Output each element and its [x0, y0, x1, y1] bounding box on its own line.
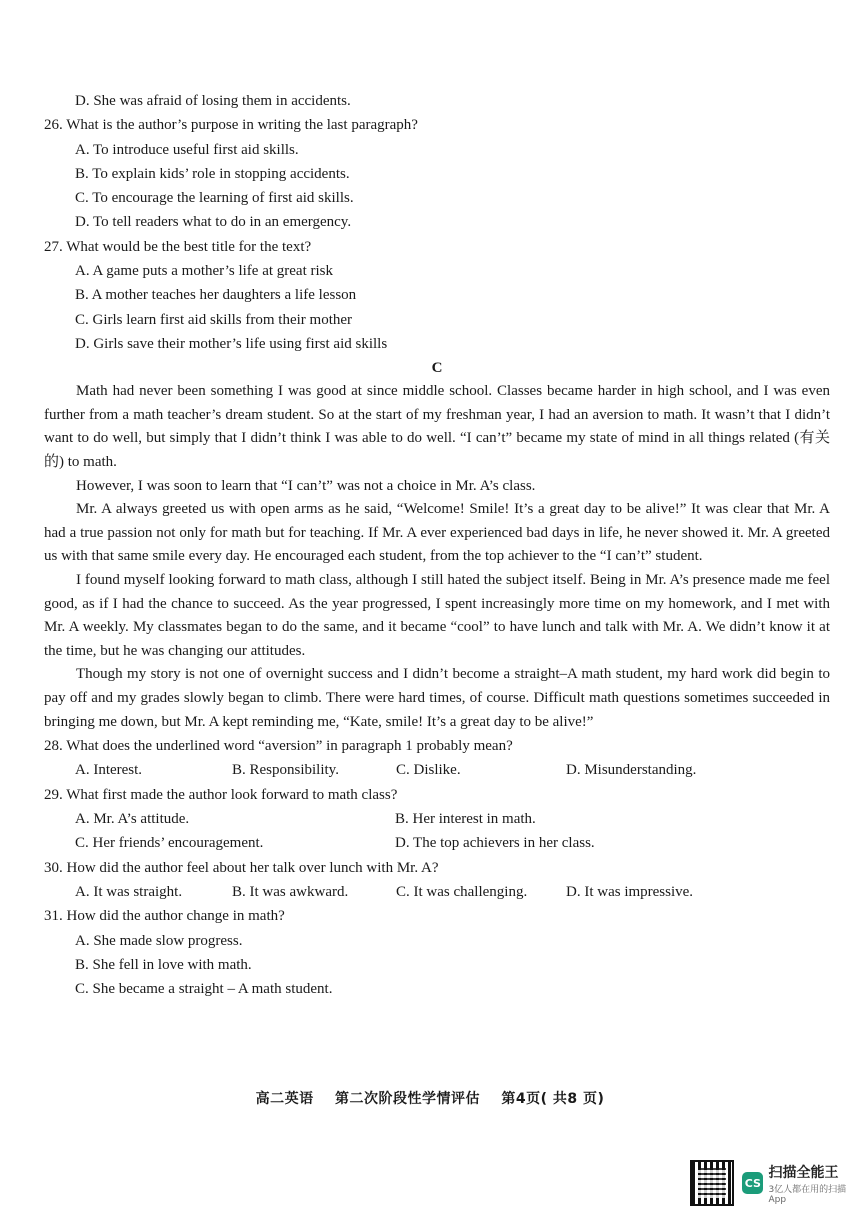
q26-option-b: B. To explain kids’ role in stopping accidents.	[75, 165, 350, 182]
q26-stem: 26. What is the author’s purpose in writing the last paragraph?	[44, 117, 418, 134]
page-content	[44, 89, 830, 1001]
q27-option-b: B. A mother teaches her daughters a life lesson	[75, 287, 357, 304]
passage-paragraph-4: I found myself looking forward to math class, although I still hated the subject itself. Being in Mr. A’s presence made me feel good, as if I had the chance to succeed. As the year progressed, I spent increasingly more time on my homework, and I met with Mr. A weekly. My classmates began to do the same, and it became “cool” to have lunch and talk with Mr. A. We didn’t know it at the time, but he was changing our attitudes.	[44, 572, 830, 659]
q26-option-d: D. To tell readers what to do in an emergency.	[75, 214, 352, 231]
q29-option-a: A. Mr. A’s attitude.	[75, 811, 190, 828]
q31-stem: 31. How did the author change in math?	[44, 908, 285, 925]
section-heading: C	[431, 360, 443, 377]
q29-stem: 29. What first made the author look forward to math class?	[44, 786, 398, 803]
q26-option-c: C. To encourage the learning of first aid skills.	[75, 190, 354, 207]
passage-paragraph-1: Math had never been something I was good at since middle school. Classes became harder in high school, and I was even further from a math teacher’s dream student. So at the start of my freshman year, I had an aversion to math. It wasn’t that I didn’t want to do well, but simply that I didn’t think I was able to do well. “I can’t” became my state of mind in all things related (有关的) to math.	[44, 383, 830, 471]
q29-options-row-2	[44, 831, 830, 855]
q29-option-c: C. Her friends’ encouragement.	[75, 835, 264, 852]
camscanner-logo-icon: CS	[742, 1172, 763, 1194]
q29-option-b: B. Her interest in math.	[395, 811, 536, 828]
q27-stem: 27. What would be the best title for the text?	[44, 238, 312, 255]
watermark-subtitle: 3亿人都在用的扫描App	[768, 1184, 847, 1205]
q28-option-a: A. Interest.	[75, 762, 143, 779]
passage-paragraph-3: Mr. A always greeted us with open arms as he said, “Welcome! Smile! It’s a great day to be alive!” It was clear that Mr. A had a true passion not only for math but for teaching. If Mr. A ever experienced bad days in life, he never showed it. Mr. A greeted us with that same smile every day. He encouraged each student, from the top achiever to the “I can’t” student.	[44, 501, 830, 565]
q28-options	[44, 758, 830, 782]
watermark-text	[768, 1162, 860, 1205]
scanner-watermark	[690, 1160, 860, 1206]
q30-option-b: B. It was awkward.	[232, 883, 349, 900]
q31-option-c: C. She became a straight – A math student.	[75, 981, 333, 998]
footer-subject: 高二英语	[255, 1091, 314, 1107]
page-footer	[0, 1088, 860, 1108]
footer-page-number: 第4页( 共8 页)	[501, 1091, 605, 1107]
q30-options	[44, 880, 830, 904]
q28-option-d: D. Misunderstanding.	[566, 762, 697, 779]
q29-option-d: D. The top achievers in her class.	[395, 835, 595, 852]
q30-option-d: D. It was impressive.	[566, 883, 694, 900]
footer-exam-name: 第二次阶段性学情评估	[334, 1091, 480, 1107]
q30-option-a: A. It was straight.	[75, 883, 183, 900]
passage-paragraph-5: Though my story is not one of overnight success and I didn’t become a straight–A math student, my hard work did begin to pay off and my grades slowly began to climb. There were hard times, of course. Difficult math questions sometimes succeeded in bringing me down, but Mr. A kept reminding me, “Kate, smile! It’s a great day to be alive!”	[44, 666, 830, 730]
q28-stem: 28. What does the underlined word “aversion” in paragraph 1 probably mean?	[44, 738, 513, 755]
qr-code-icon	[690, 1160, 734, 1206]
q25-option-d: D. She was afraid of losing them in accidents.	[75, 93, 351, 109]
q30-option-c: C. It was challenging.	[396, 883, 528, 900]
q27-option-c: C. Girls learn first aid skills from their mother	[75, 311, 353, 328]
q30-stem: 30. How did the author feel about her talk over lunch with Mr. A?	[44, 859, 439, 876]
watermark-title: 扫描全能王	[768, 1164, 839, 1181]
passage-paragraph-2: However, I was soon to learn that “I can’t” was not a choice in Mr. A’s class.	[76, 477, 536, 494]
q28-option-b: B. Responsibility.	[232, 762, 339, 779]
q26-option-a: A. To introduce useful first aid skills.	[75, 141, 299, 158]
q29-options-row-1	[44, 807, 830, 831]
q27-option-a: A. A game puts a mother’s life at great risk	[75, 263, 333, 280]
q31-option-a: A. She made slow progress.	[75, 932, 243, 949]
q28-option-c: C. Dislike.	[396, 762, 461, 779]
q31-option-b: B. She fell in love with math.	[75, 956, 252, 973]
q27-option-d: D. Girls save their mother’s life using first aid skills	[75, 335, 388, 352]
